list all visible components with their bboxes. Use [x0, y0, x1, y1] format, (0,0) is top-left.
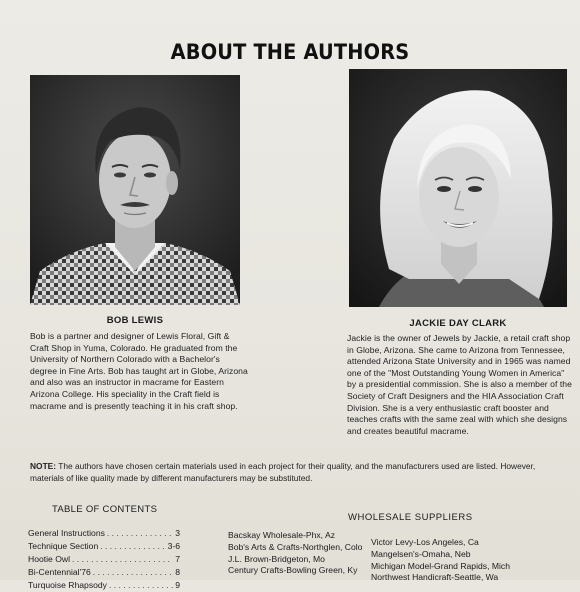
wholesale-suppliers-title: WHOLESALE SUPPLIERS: [348, 512, 473, 523]
toc-leader-dots: [72, 553, 173, 566]
toc-leader-dots: [109, 579, 173, 592]
toc-item-page: 7: [175, 554, 180, 564]
toc-item: [28, 553, 180, 566]
author-bio-bob-lewis: Bob is a partner and designer of Lewis Floral, Gift & Craft Shop in Yuma, Colorado. He graduated from the University of Northern Colorado with a Bachelor's degree in Fine Arts. Bob has taught art in Globe, Arizona and also was an instructor in macrame for Eastern Arizona College. His speciality in the Craft field is macrame and is presently teaching it in his craft shop.: [30, 331, 248, 411]
toc-item-label: General Instructions: [28, 528, 105, 538]
supplier-item: Bob's Arts & Crafts-Northglen, Colo: [228, 541, 363, 552]
materials-note: [30, 461, 570, 484]
supplier-item: Mangelsen's-Omaha, Neb: [371, 548, 471, 559]
note-text: The authors have chosen certain materials used in each project for their quality, and the manufacturers used are listed. However, materials of like quality made by different manufacturers may be substituted.: [30, 461, 536, 483]
toc-item-label: Bi-Centennial'76: [28, 567, 91, 577]
author-bio-jackie-day-clark: Jackie is the owner of Jewels by Jackie, a retail craft shop in Globe, Arizona. She came to Arizona from Tennessee, attended Arizona State University and in 1965 was named one of the "Most Outstanding Young Women in America" by a presidential commission. She is also a member of the Society of Craft Designers and the HIA Association Craft Division. She is a very enthusiastic craft booster and teaches crafts with the same zeal with which she designs and creates beautiful macrame.: [347, 333, 572, 436]
toc-item-label: Turquoise Rhapsody: [28, 580, 107, 590]
toc-item: [28, 579, 180, 592]
toc-item: [28, 540, 180, 553]
supplier-item: Northwest Handicraft-Seattle, Wa: [371, 572, 499, 583]
wholesale-suppliers-right: [371, 537, 510, 584]
note-label: NOTE:: [30, 461, 57, 471]
supplier-item: J.L. Brown-Bridgeton, Mo: [228, 553, 325, 564]
page-title: ABOUT THE AUTHORS: [170, 40, 410, 64]
toc-item-page: 3: [175, 528, 180, 538]
supplier-item: Bacskay Wholesale-Phx, Az: [228, 530, 335, 540]
author-name-bob-lewis: BOB LEWIS: [106, 315, 164, 326]
supplier-item: Century Crafts-Bowling Green, Ky: [228, 565, 358, 576]
toc-title: TABLE OF CONTENTS: [52, 504, 158, 515]
toc-item-page: 9: [175, 580, 180, 590]
toc-item-page: 8: [175, 567, 180, 577]
supplier-item: Victor Levy-Los Angeles, Ca: [371, 537, 479, 547]
toc-leader-dots: [100, 540, 165, 553]
toc-leader-dots: [93, 566, 173, 579]
toc-item-label: Technique Section: [28, 541, 99, 551]
wholesale-suppliers-left: [228, 530, 362, 577]
toc-item-label: Hootie Owl: [28, 554, 71, 564]
toc-item: [28, 566, 180, 579]
author-photo-jackie-day-clark: [349, 69, 567, 307]
toc-item: [28, 527, 180, 540]
author-photo-bob-lewis: [30, 75, 240, 305]
table-of-contents: [28, 527, 180, 592]
supplier-item: Michigan Model-Grand Rapids, Mich: [371, 560, 510, 571]
author-name-jackie-day-clark: JACKIE DAY CLARK: [409, 318, 507, 329]
toc-leader-dots: [107, 527, 173, 540]
toc-item-page: 3-6: [167, 541, 180, 551]
